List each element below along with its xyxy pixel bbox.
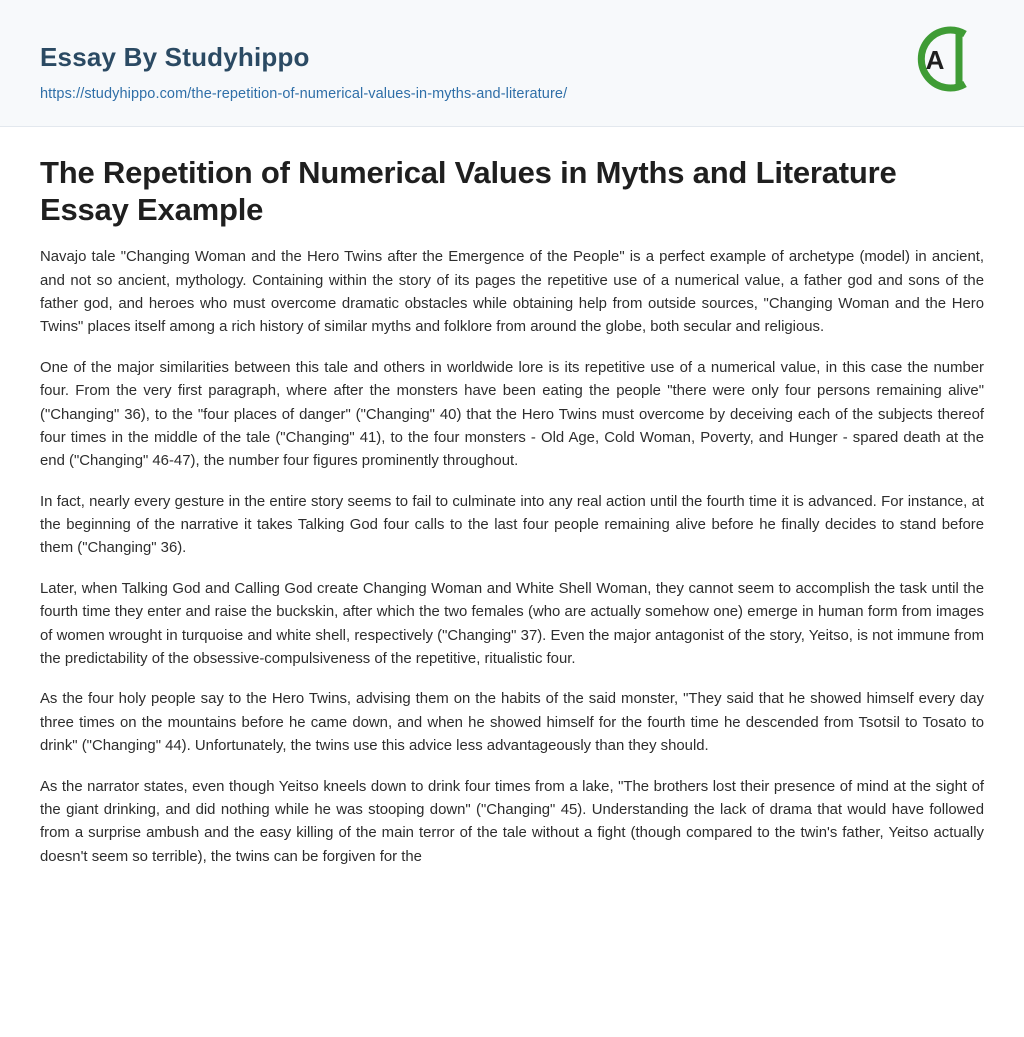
site-header [0, 0, 1024, 127]
site-brand-title: Essay By Studyhippo [40, 42, 310, 72]
article-paragraph: As the four holy people say to the Hero Twins, advising them on the habits of the said monster, "They said that he showed himself every day three times on the mountains before he came down, and when he showed himself for the fourth time he descended from Tsotsil to Tosato to drink" ("Changing" 44). Unfortunately, the twins use this advice less advantageously than they should. [40, 691, 984, 755]
article-paragraph: In fact, nearly every gesture in the entire story seems to fail to culminate into any real action until the fourth time it is advanced. For instance, at the beginning of the narrative it takes Talking God four calls to the last four people remaining alive before he finally decides to stand before them ("Changing" 36). [40, 493, 984, 557]
article-paragraph: Later, when Talking God and Calling God create Changing Woman and White Shell Woman, they cannot seem to accomplish the task until the fourth time they enter and raise the buckskin, after which the two females (who are actually somehow one) emerge in human form from images of women wrought in turquoise and white shell, respectively ("Changing" 37). Even the major antagonist of the story, Yeitso, is not immune from the predictability of the obsessive-compulsiveness of the repetitive, ritualistic four. [40, 580, 984, 668]
article-paragraph: As the narrator states, even though Yeitso kneels down to drink four times from a lake, "The brothers lost their presence of mind at the sight of the giant drinking, and did nothing while he was stooping down" ("Changing" 45). Understanding the lack of drama that would have followed from a surprise ambush and the easy killing of the main terror of the tale without a fight (though compared to the twin's father, Yeitso actually doesn't seem so terrible), the twins can be forgiven for the [40, 778, 984, 865]
page-title: The Repetition of Numerical Values in Myths and Literature Essay Example [40, 155, 897, 227]
article-url-link[interactable]: https://studyhippo.com/the-repetition-of-numerical-values-in-myths-and-literature/ [40, 86, 568, 102]
article-content [0, 127, 1024, 869]
article-paragraph: Navajo tale "Changing Woman and the Hero Twins after the Emergence of the People" is a perfect example of archetype (model) in ancient, and not so ancient, mythology. Containing within the story of its pages the repetitive use of a numerical value, a father god and sons of the father god, and heroes who must overcome dramatic obstacles while obtaining help from outside sources, "Changing Woman and the Hero Twins" places itself among a rich history of similar myths and folklore from around the globe, both secular and religious. [40, 249, 984, 336]
studyhippo-logo-icon [902, 18, 984, 100]
article-paragraph: One of the major similarities between this tale and others in worldwide lore is its repetitive use of a numerical value, in this case the number four. From the very first paragraph, where after the monsters have been eating the people "there were only four persons remaining alive" ("Changing" 36), to the "four places of danger" ("Changing" 40) that the Hero Twins must overcome by deceiving each of the subjects thereof four times in the middle of the tale ("Changing" 41), to the four monsters - Old Age, Cold Woman, Poverty, and Hunger - spared death at the end ("Changing" 46-47), the number four figures prominently throughout. [40, 359, 984, 470]
svg-text:A: A [925, 45, 945, 75]
